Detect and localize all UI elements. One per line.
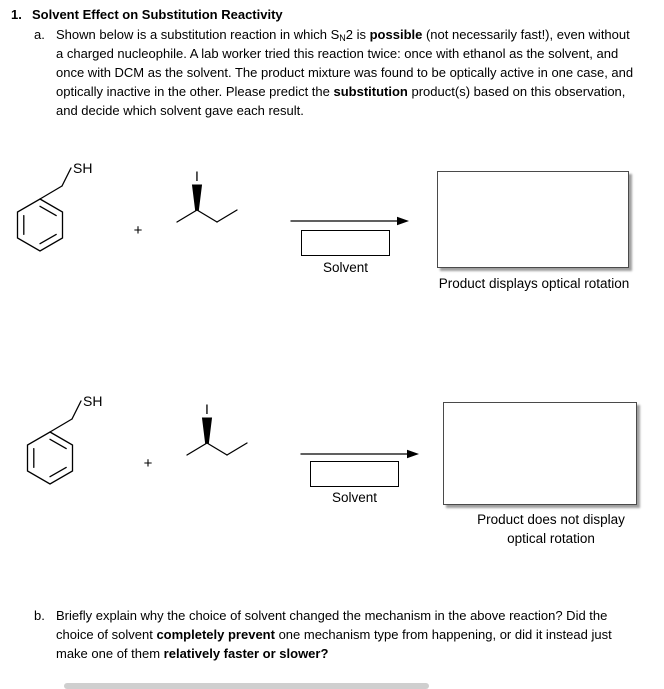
alkyl-iodide-structure	[177, 168, 237, 222]
question-heading	[11, 7, 283, 22]
skeleton-bond	[207, 443, 227, 455]
result-caption	[430, 511, 664, 549]
bold-text-run: completely prevent	[156, 626, 275, 642]
bold-text-run: possible	[369, 27, 423, 42]
thiol-label: SH	[83, 393, 103, 409]
part-a-label: a.	[34, 27, 45, 42]
reaction-arrow	[291, 217, 409, 225]
part-b-label: b.	[34, 608, 45, 623]
iodine-label: I	[205, 401, 209, 417]
stereo-wedge-bond	[193, 185, 202, 210]
skeleton-bond	[217, 210, 237, 222]
bottom-gray-strip	[64, 683, 429, 689]
bold-text-run: substitution	[333, 83, 408, 99]
result-caption: Product displays optical rotation	[438, 276, 630, 291]
skeleton-bond	[177, 210, 197, 222]
solvent-answer-box[interactable]	[301, 230, 390, 256]
product-answer-box[interactable]	[443, 402, 637, 505]
text-run: (not necessarily fast!), even without a charged nucleophile. A lab worker tried this reaction twice: once with ethanol as the solvent, and once with DCM as the solvent. The product mixture was found to be optically active in one case, and optically inactive in the other. Please predict the	[56, 27, 634, 99]
result-caption-line2: optical rotation	[507, 530, 595, 546]
part-a-text	[56, 26, 636, 120]
result-caption-line1: Product does not display	[477, 512, 625, 527]
part-b-text	[56, 607, 640, 664]
skeleton-bond	[227, 443, 247, 455]
alkyl-iodide-structure	[187, 401, 247, 455]
skeleton-bond	[187, 443, 207, 455]
plus-sign: +	[133, 222, 143, 239]
text-run: 2 is	[345, 27, 370, 42]
chain-bond	[50, 419, 72, 432]
solvent-label: Solvent	[331, 490, 378, 505]
chain-bond	[40, 186, 62, 199]
part-a	[34, 26, 636, 120]
plus-sign: +	[143, 455, 153, 472]
chain-bond	[62, 168, 71, 186]
skeleton-bond	[197, 210, 217, 222]
solvent-answer-box[interactable]	[310, 461, 399, 487]
stereo-wedge-bond	[203, 418, 212, 443]
thiol-label: SH	[73, 160, 93, 176]
question-title: Solvent Effect on Substitution Reactivity	[32, 7, 283, 22]
bold-text-run: relatively faster or slower?	[163, 645, 329, 661]
solvent-label: Solvent	[322, 260, 369, 275]
product-answer-box[interactable]	[437, 171, 629, 268]
reaction-scheme-top	[10, 155, 658, 320]
arrow-head	[407, 450, 419, 458]
reaction-scheme-bottom	[10, 388, 658, 563]
arrow-head	[397, 217, 409, 225]
question-number: 1.	[11, 7, 22, 22]
phenylethanethiol-structure	[28, 393, 103, 484]
subscript-n: N	[339, 33, 346, 43]
reaction-arrow	[301, 450, 419, 458]
phenylethanethiol-structure	[18, 160, 93, 251]
text-run: product(s) based on this observation, and decide which solvent gave each result.	[56, 83, 626, 118]
text-run: one mechanism type from happening, or did it instead just make one of them	[56, 626, 612, 661]
text-run: Briefly explain why the choice of solvent changed the mechanism in the above reaction? Did the choice of solvent	[56, 608, 608, 642]
text-run: Shown below is a substitution reaction in which S	[56, 27, 340, 42]
chain-bond	[72, 401, 81, 419]
iodine-label: I	[195, 168, 199, 184]
part-b	[34, 607, 640, 664]
